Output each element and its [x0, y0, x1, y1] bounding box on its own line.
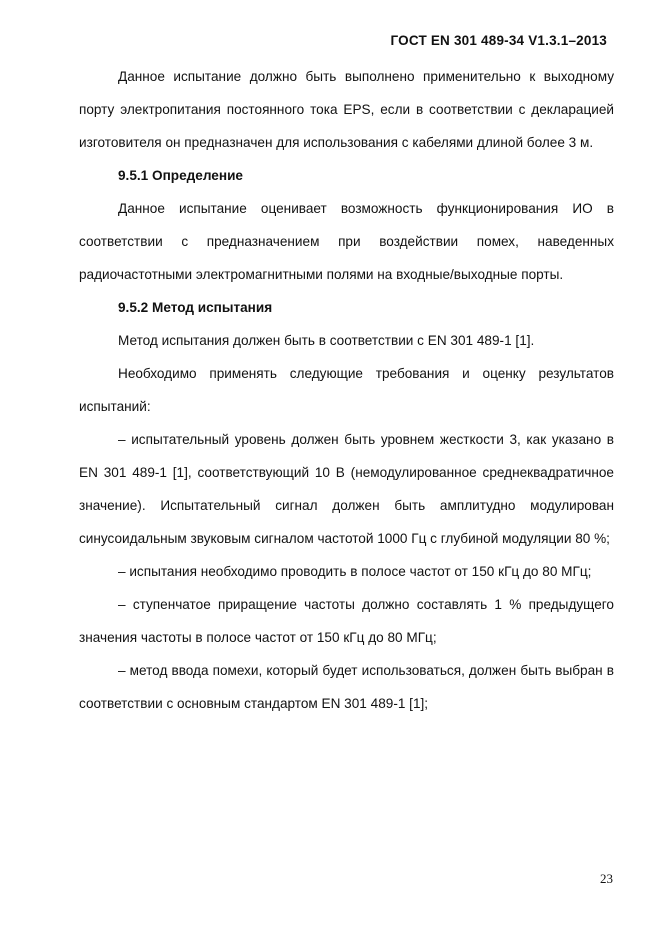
section-heading-test-method: 9.5.2 Метод испытания	[118, 300, 273, 315]
list-item-test-level: – испытательный уровень должен быть уровнем жесткости 3, как указано в EN 301 489-1 [1], соответствующий 10 В (немодулированное среднеквадратичное значение). Испытательный сигнал должен быть амплитудно модулирован синусоидальным звуковым сигналом частотой 1000 Гц с глубиной модуляции 80 %;	[79, 432, 614, 546]
paragraph-definition: Данное испытание оценивает возможность функционирования ИО в соответствии с предназначением при воздействии помех, наведенных радиочастотными электромагнитными полями на входные/выходные порты.	[79, 201, 614, 282]
paragraph-requirements-intro: Необходимо применять следующие требования и оценку результатов испытаний:	[79, 366, 614, 414]
list-item-frequency-band: – испытания необходимо проводить в полосе частот от 150 кГц до 80 МГц;	[118, 564, 592, 579]
list-item-injection-method: – метод ввода помехи, который будет использоваться, должен быть выбран в соответствии с основным стандартом EN 301 489-1 [1];	[79, 663, 614, 711]
document-header: ГОСТ EN 301 489-34 V1.3.1–2013	[390, 33, 607, 48]
list-item-frequency-step: – ступенчатое приращение частоты должно составлять 1 % предыдущего значения частоты в полосе частот от 150 кГц до 80 МГц;	[79, 597, 614, 645]
paragraph-test-method: Метод испытания должен быть в соответствии с EN 301 489-1 [1].	[118, 333, 535, 348]
section-heading-definition: 9.5.1 Определение	[118, 168, 243, 183]
paragraph-eps-test: Данное испытание должно быть выполнено применительно к выходному порту электропитания постоянного тока EPS, если в соответствии с декларацией изготовителя он предназначен для использования с кабелями длиной более 3 м.	[79, 69, 614, 150]
page-number: 23	[600, 871, 613, 886]
document-body	[79, 60, 614, 720]
